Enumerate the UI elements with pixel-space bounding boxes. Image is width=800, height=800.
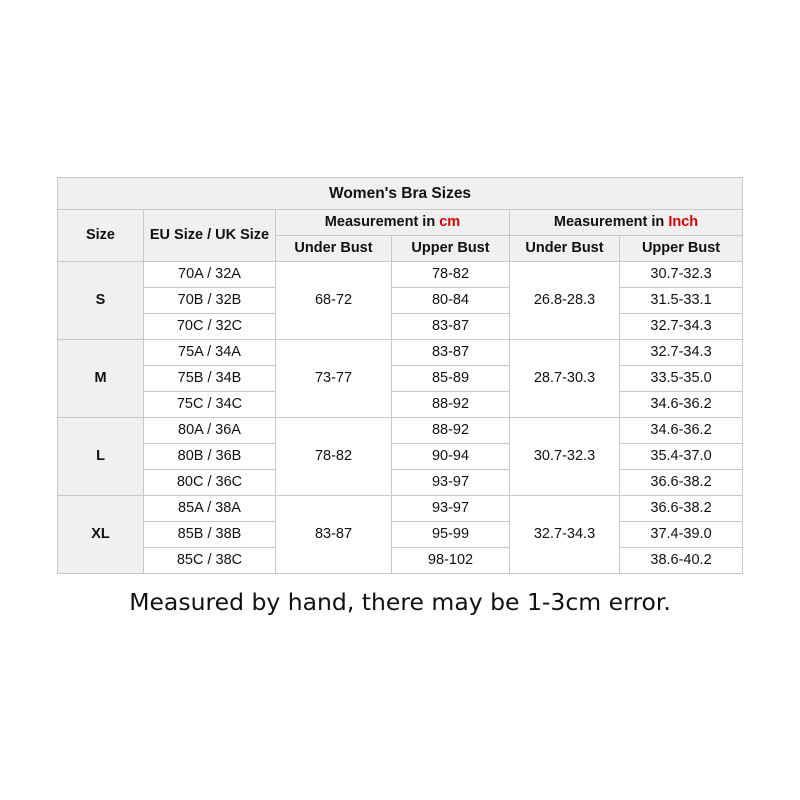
upper-bust-cm: 83-87 (392, 340, 510, 366)
upper-bust-inch: 34.6-36.2 (620, 418, 743, 444)
header-under-bust-cm: Under Bust (276, 236, 392, 262)
eu-uk-size: 85A / 38A (144, 496, 276, 522)
upper-bust-cm: 88-92 (392, 418, 510, 444)
table-row (58, 522, 743, 548)
upper-bust-cm: 88-92 (392, 392, 510, 418)
eu-uk-size: 70C / 32C (144, 314, 276, 340)
eu-uk-size: 85B / 38B (144, 522, 276, 548)
eu-uk-size: 80C / 36C (144, 470, 276, 496)
upper-bust-cm: 95-99 (392, 522, 510, 548)
header-upper-bust-inch: Upper Bust (620, 236, 743, 262)
eu-uk-size: 75C / 34C (144, 392, 276, 418)
upper-bust-cm: 83-87 (392, 314, 510, 340)
upper-bust-cm: 85-89 (392, 366, 510, 392)
header-measurement-cm-prefix: Measurement in (324, 214, 440, 231)
bra-size-table (57, 177, 743, 574)
upper-bust-inch: 38.6-40.2 (620, 548, 743, 574)
table-row (58, 444, 743, 470)
size-label: S (58, 262, 144, 340)
caption-note: Measured by hand, there may be 1-3cm error. (129, 588, 671, 616)
size-label: M (58, 340, 144, 418)
upper-bust-inch: 32.7-34.3 (620, 340, 743, 366)
size-label: XL (58, 496, 144, 574)
upper-bust-cm: 80-84 (392, 288, 510, 314)
size-rows (58, 262, 743, 574)
upper-bust-inch: 35.4-37.0 (620, 444, 743, 470)
under-bust-cm: 68-72 (276, 262, 392, 340)
table-row (58, 548, 743, 574)
table-row (58, 366, 743, 392)
header-upper-bust-cm: Upper Bust (392, 236, 510, 262)
under-bust-inch: 26.8-28.3 (510, 262, 620, 340)
table-row (58, 262, 743, 288)
header-eu-uk-size: EU Size / UK Size (144, 210, 276, 262)
under-bust-inch: 32.7-34.3 (510, 496, 620, 574)
size-label: L (58, 418, 144, 496)
table-title: Women's Bra Sizes (58, 178, 743, 210)
upper-bust-inch: 33.5-35.0 (620, 366, 743, 392)
under-bust-inch: 28.7-30.3 (510, 340, 620, 418)
upper-bust-cm: 93-97 (392, 470, 510, 496)
table-row (58, 314, 743, 340)
upper-bust-inch: 32.7-34.3 (620, 314, 743, 340)
upper-bust-inch: 36.6-38.2 (620, 470, 743, 496)
eu-uk-size: 75A / 34A (144, 340, 276, 366)
table-row (58, 496, 743, 522)
upper-bust-inch: 37.4-39.0 (620, 522, 743, 548)
header-unit-cm: cm (439, 214, 461, 231)
upper-bust-cm: 93-97 (392, 496, 510, 522)
upper-bust-cm: 78-82 (392, 262, 510, 288)
eu-uk-size: 70A / 32A (144, 262, 276, 288)
upper-bust-inch: 34.6-36.2 (620, 392, 743, 418)
upper-bust-inch: 30.7-32.3 (620, 262, 743, 288)
eu-uk-size: 85C / 38C (144, 548, 276, 574)
header-measurement-inch-prefix: Measurement in (553, 214, 669, 231)
eu-uk-size: 75B / 34B (144, 366, 276, 392)
upper-bust-inch: 36.6-38.2 (620, 496, 743, 522)
table-row (58, 392, 743, 418)
under-bust-inch: 30.7-32.3 (510, 418, 620, 496)
upper-bust-cm: 98-102 (392, 548, 510, 574)
under-bust-cm: 73-77 (276, 340, 392, 418)
header-unit-inch: Inch (668, 214, 699, 231)
upper-bust-inch: 31.5-33.1 (620, 288, 743, 314)
upper-bust-cm: 90-94 (392, 444, 510, 470)
table-row (58, 340, 743, 366)
table-row (58, 418, 743, 444)
header-under-bust-inch: Under Bust (510, 236, 620, 262)
eu-uk-size: 70B / 32B (144, 288, 276, 314)
eu-uk-size: 80B / 36B (144, 444, 276, 470)
header-measurement-cm (276, 210, 510, 236)
under-bust-cm: 83-87 (276, 496, 392, 574)
header-measurement-inch (510, 210, 743, 236)
eu-uk-size: 80A / 36A (144, 418, 276, 444)
under-bust-cm: 78-82 (276, 418, 392, 496)
table-row (58, 470, 743, 496)
table-row (58, 288, 743, 314)
header-size: Size (58, 210, 144, 262)
